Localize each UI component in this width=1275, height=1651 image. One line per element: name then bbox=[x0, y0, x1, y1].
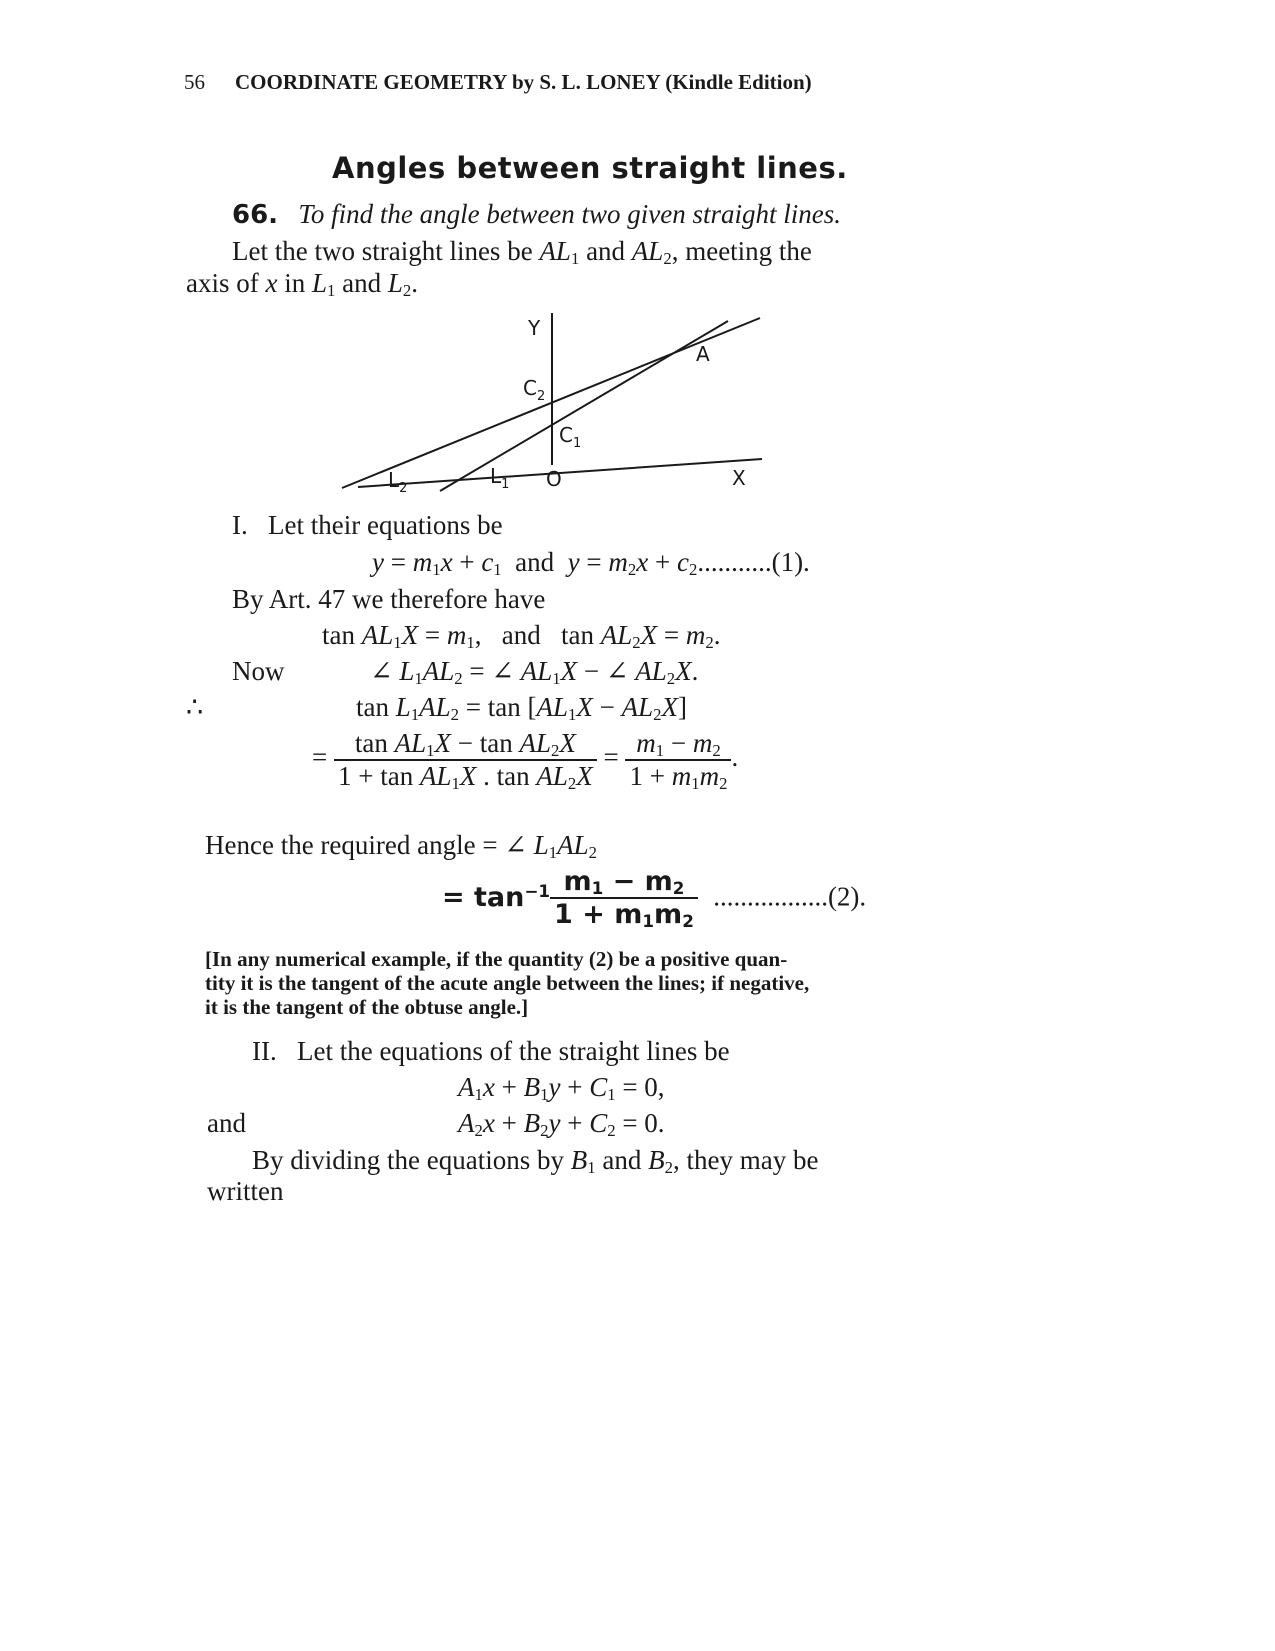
book-title: COORDINATE GEOMETRY by S. L. LONEY (Kindle Edition) bbox=[235, 70, 812, 94]
hence-line: Hence the required angle = ∠ $L_1AL_2$ bbox=[205, 830, 598, 863]
part-two-lead: II. Let the equations of the straight lines be bbox=[252, 1036, 730, 1066]
angle-difference-line: ∠ $L_1AL_2$ = ∠ $AL_1X$ − ∠ $AL_2X$. bbox=[370, 656, 699, 689]
fraction-slopes: $\frac{m_1 - m_2}{1 + m_1m_2}$ bbox=[625, 728, 731, 792]
label-o: O bbox=[546, 467, 562, 491]
therefore-symbol: ∴ bbox=[186, 692, 204, 722]
tan-formula-line: = $\frac{\tan AL_1X - \tan AL_2X}{1 + \tan AL_1X . \tan AL_2X}$ = $\frac{m_1 - m_2}{1 + m_1m_2}$ . bbox=[312, 728, 739, 794]
line-al1 bbox=[440, 321, 728, 491]
equation-1: $y = m_1x + c_1$ and $y = m_2x + c_2...........(1)$. bbox=[372, 547, 810, 580]
dividing-line-2: written bbox=[207, 1176, 284, 1206]
fraction-tan: $\frac{\tan AL_1X - \tan AL_2X}{1 + \tan AL_1X . \tan AL_2X}$ bbox=[334, 728, 597, 792]
label-l2: $L_2$ bbox=[388, 468, 408, 496]
by-art-line: By Art. 47 we therefore have bbox=[232, 584, 546, 614]
tan-slopes-line: $\tan AL_1X = m_1$, and $\tan AL_2X = m_2$. bbox=[322, 620, 721, 653]
page-number: 56 bbox=[184, 70, 205, 94]
label-y: Y bbox=[528, 316, 541, 340]
roman-one: I. bbox=[232, 510, 248, 540]
article-title: To find the angle between two given straight lines. bbox=[298, 199, 842, 229]
note-line-2: tity it is the tangent of the acute angle between the lines; if negative, bbox=[205, 971, 810, 995]
section-heading: Angles between straight lines. bbox=[332, 151, 848, 185]
note-line-1: [In any numerical example, if the quantity (2) be a positive quan- bbox=[205, 947, 788, 971]
note-line-3: it is the tangent of the obtuse angle.] bbox=[205, 995, 529, 1019]
tan-difference-line: $\tan L_1AL_2 = \tan [AL_1X - AL_2X]$ bbox=[356, 692, 688, 725]
label-l1: $L_1$ bbox=[490, 464, 510, 492]
part-one-lead: I. Let their equations be bbox=[232, 510, 503, 540]
equation-general-1: $A_1x + B_1y + C_1 = 0$, bbox=[458, 1072, 665, 1105]
eq-number-1: (1). bbox=[771, 547, 810, 577]
running-header bbox=[184, 70, 812, 95]
eq-number-2: (2). bbox=[827, 881, 867, 912]
dividing-line-1: By dividing the equations by $B_1$ and $B_2$, they may be bbox=[252, 1145, 819, 1178]
result-formula: = $\tan^{-1}$ $\frac{m_1 - m_2}{1 + m_1m_2}$ .................(2). bbox=[442, 866, 867, 932]
lines-figure bbox=[330, 305, 780, 505]
fraction-result: $\frac{m_1 - m_2}{1 + m_1m_2}$ bbox=[550, 866, 698, 930]
and-label: and bbox=[207, 1108, 246, 1138]
now-label: Now bbox=[232, 656, 285, 686]
label-c1: $C_1$ bbox=[559, 423, 582, 451]
label-a: A bbox=[696, 342, 710, 366]
intro-line-2: axis of x in $L_1$ and $L_2$. bbox=[186, 268, 419, 301]
label-c2: $C_2$ bbox=[523, 376, 546, 404]
article-statement bbox=[232, 199, 841, 230]
equation-general-2: $A_2x + B_2y + C_2 = 0$. bbox=[458, 1108, 665, 1141]
label-x: X bbox=[732, 466, 746, 490]
intro-line-1: Let the two straight lines be $AL_1$ and $AL_2$, meeting the bbox=[232, 236, 812, 269]
article-number: 66. bbox=[232, 200, 279, 230]
roman-two: II. bbox=[252, 1036, 277, 1066]
